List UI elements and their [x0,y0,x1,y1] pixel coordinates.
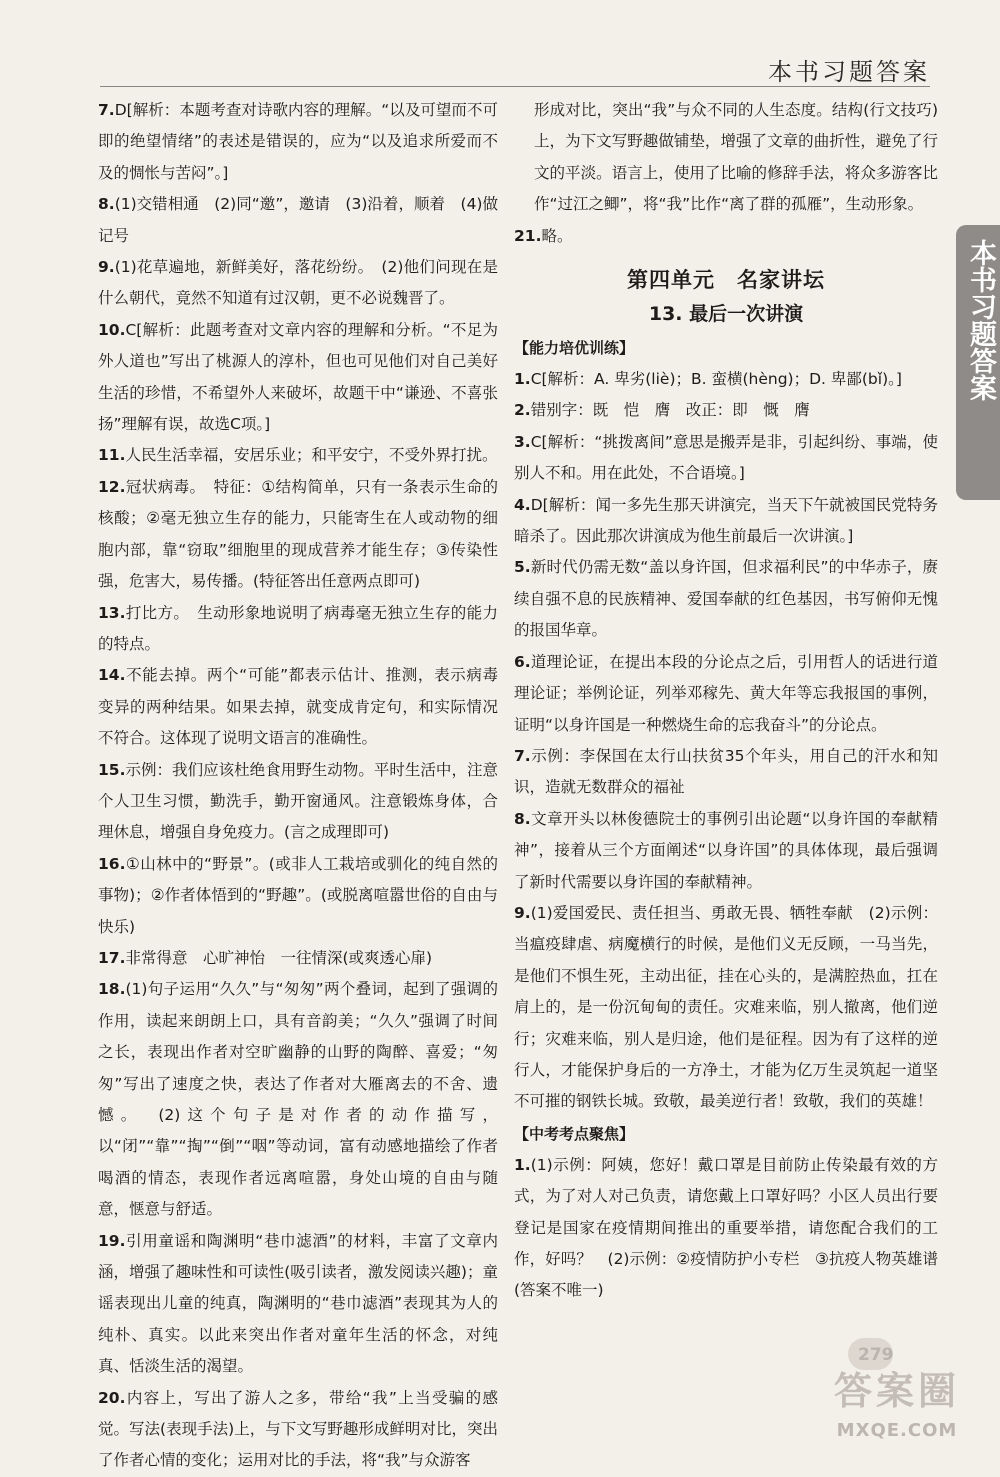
answer-number: 15. [98,760,126,779]
answer-text: D[解析：本题考查对诗歌内容的理解。“以及可望而不可即的绝望情绪”的表述是错误的，应为“以及追求所爱而不及的惆怅与苦闷”。] [98,101,498,182]
page-header-title: 本书习题答案 [768,58,930,86]
watermark-url: MXQE.COM [836,1420,958,1441]
side-tab-label: 本书习题答案 [965,239,996,401]
answer-item [98,660,498,754]
answer-number: 16. [98,854,126,873]
answer-text: (1)句子运用“久久”与“匆匆”两个叠词，起到了强调的作用，读起来朗朗上口，具有音韵美；“久久”强调了时间之长，表现出作者对空旷幽静的山野的陶醉、喜爱；“匆匆”写出了速度之快，表达了作者对大雁离去的不舍、遗憾。 (2)这个句子是对作者的动作描写，以“闭”“靠”“掏”“倒”“咽”等动词，富有动感地描绘了作者喝酒的情态，表现作者远离喧嚣，身处山境的自由与随意，惬意与舒适。 [98,980,498,1219]
answer-text: 道理论证，在提出本段的分论点之后，引用哲人的话进行道理论证；举例论证，列举邓稼先、黄大年等忘我报国的事例，证明“以身许国是一种燃烧生命的忘我奋斗”的分论点。 [514,652,938,734]
answer-item [514,804,938,898]
answer-item [98,755,498,849]
continued-answer-20 [514,95,938,221]
answer-text: 引用童谣和陶渊明“巷巾滤酒”的材料，丰富了文章内涵，增强了趣味性和可读性(吸引读者，激发阅读兴趣)；童谣表现出儿童的纯真，陶渊明的“巷巾滤酒”表现其为人的纯朴、真实。以此来突出作者对童年生活的怀念，对纯真、恬淡生活的渴望。 [98,1231,498,1376]
answer-item [514,364,938,395]
answer-text: 内容上，写出了游人之多，带给“我”上当受骗的感觉。写法(表现手法)上，与下文写野趣形成鲜明对比，突出了作者心情的变化；运用对比的手法，将“我”与众游客 [98,1388,498,1470]
answer-number: 11. [98,446,126,465]
answer-number: 1. [514,1155,531,1174]
answer-text: 示例：我们应该杜绝食用野生动物。平时生活中，注意个人卫生习惯，勤洗手，勤开窗通风。注意锻炼身体，合理休息，增强自身免疫力。(言之成理即可) [98,760,498,842]
answer-number: 18. [98,980,126,999]
side-tab [956,225,1000,500]
answer-item [98,95,498,189]
unit-title: 第四单元 名家讲坛 [627,268,825,293]
answer-text: 人民生活幸福，安居乐业；和平安宁，不受外界打扰。 [125,446,498,465]
answer-item [514,741,938,804]
answer-item [514,647,938,741]
answer-item [98,943,498,974]
answer-number: 9. [98,258,115,277]
answer-text: C[解析：此题考查对文章内容的理解和分析。“不足为外人道也”写出了桃源人的淳朴，但也可见他们对自己美好生活的珍惜，不希望外人来破坏，故题干中“谦逊、不喜张扬”理解有误，故选C项。] [98,320,498,434]
answer-text: 略。 [541,226,573,245]
answer-text: ①山林中的“野景”。(或非人工栽培或驯化的纯自然的事物)；②作者体悟到的“野趣”。(或脱离喧嚣世俗的自由与快乐) [98,854,498,936]
answer-item [514,898,938,1118]
lesson-title: 13. 最后一次讲演 [648,303,804,326]
answer-item [98,472,498,598]
answer-text: 冠状病毒。 特征：①结构简单，只有一条表示生命的核酸；②毫无独立生存的能力，只能寄生在人或动物的细胞内部，靠“窃取”细胞里的现成营养才能生存；③传染性强，危害大，易传播。(特征答出任意两点即可) [98,477,498,591]
answer-item [98,1383,498,1477]
answer-number: 5. [514,558,531,577]
training-answers [514,364,938,1118]
answer-number: 12. [98,477,126,496]
answer-item [98,849,498,943]
answer-number: 17. [98,948,126,967]
answer-text: 不能去掉。两个“可能”都表示估计、推测，表示病毒变异的两种结果。如果去掉，就变成肯定句，和实际情况不符合。这体现了说明文语言的准确性。 [98,666,498,748]
answer-item [514,427,938,490]
answer-number: 3. [514,432,531,451]
section-heading-exam: 【中考考点聚焦】 [514,1124,635,1143]
exam-answers [514,1150,954,1307]
watermark-logo: 答案圈 [833,1369,960,1413]
answer-text: (1)示例：阿姨，您好！戴口罩是目前防止传染最有效的方式，为了对人对己负责，请您戴上口罩好吗？小区人员出行要登记是国家在疫情期间推出的重要举措，请您配合我们的工作，好吗？ (2)示例：②疫情防护小专栏 ③抗疫人物英雄谱 (答案不唯一) [514,1155,954,1300]
answer-item [514,490,938,553]
answer-number: 7. [98,101,115,119]
answer-number: 2. [514,401,531,420]
answer-text: 打比方。 生动形象地说明了病毒毫无独立生存的能力的特点。 [98,603,498,653]
answer-number: 19. [98,1231,126,1250]
answer-text: 错别字：既 恺 膺 改正：即 慨 膺 [530,401,810,420]
answer-text: 新时代仍需无数“盖以身许国，但求福利民”的中华赤子，赓续自强不息的民族精神、爱国奉献的红色基因，书写俯仰无愧的报国华章。 [514,558,938,640]
answer-item [98,598,498,661]
answer-text: 非常得意 心旷神怡 一往情深(或爽透心扉) [125,948,433,967]
answer-item [98,315,498,441]
answer-item [98,189,498,252]
page-number: 279 [858,1345,894,1365]
answer-number: 14. [98,666,126,685]
answer-item [98,1226,498,1383]
answer-number: 8. [514,809,531,828]
right-column [514,95,954,1307]
answer-text: (1)花草遍地，新鲜美好，落花纷纷。 (2)他们问现在是什么朝代，竟然不知道有过汉朝，更不必说魏晋了。 [98,258,498,308]
answer-number: 21. [514,226,542,245]
answer-number: 13. [98,603,126,622]
answer-text: (1)交错相通 (2)同“邀”，邀请 (3)沿着，顺着 (4)做记号 [98,195,498,245]
answer-text: (1)爱国爱民、责任担当、勇敢无畏、牺牲奉献 (2)示例：当瘟疫肆虐、病魔横行的时候，是他们义无反顾，一马当先，是他们不惧生死，主动出征，挂在心头的，是满腔热血，扛在肩上的，是一份沉甸甸的责任。灾难来临，别人撤离，他们逆行；灾难来临，别人是归途，他们是征程。因为有了这样的逆行人，才能保护身后的一方净土，才能为亿万生灵筑起一道坚不可摧的钢铁长城。致敬，最美逆行者！致敬，我们的英雄！ [514,903,938,1111]
answer-number: 20. [98,1388,126,1407]
answer-number: 9. [514,903,531,922]
left-column [98,95,498,1477]
answer-number: 6. [514,652,531,671]
answer-number: 10. [98,320,126,339]
answer-text: C[解析：A. 卑劣(liè)；B. 蛮横(hèng)；D. 卑鄙(bǐ)。] [530,370,902,389]
answer-number: 7. [514,746,531,765]
answer-text: C[解析：“挑拨离间”意思是搬弄是非，引起纠纷、事端，使别人不和。用在此处，不合语境。] [514,432,938,483]
answer-item [514,1150,954,1307]
answer-item [98,252,498,315]
answer-item [514,395,938,426]
answer-text: D[解析：闻一多先生那天讲演完，当天下午就被国民党特务暗杀了。因此那次讲演成为他生前最后一次讲演。] [514,495,938,546]
answer-number: 1. [514,370,531,389]
answer-item [98,974,498,1225]
answer-item [98,440,498,471]
answer-number: 4. [514,495,531,514]
section-heading-training: 【能力培优训练】 [514,339,635,358]
answer-item [514,221,938,252]
answer-text: 文章开头以林俊德院士的事例引出论题“以身许国的奉献精神”，接着从三个方面阐述“以身许国”的具体体现，最后强调了新时代需要以身许国的奉献精神。 [514,809,938,891]
header-divider [100,86,930,87]
answer-item [514,552,938,646]
continued-answer-text: 形成对比，突出“我”与众不同的人生态度。结构(行文技巧)上，为下文写野趣做铺垫，增强了文章的曲折性，避免了行文的平淡。语言上，使用了比喻的修辞手法，将众多游客比作“过江之鲫”，将“我”比作“离了群的孤雁”，生动形象。 [534,101,938,214]
answer-number: 8. [98,195,115,214]
answer-text: 示例：李保国在太行山扶贫35个年头，用自己的汗水和知识，造就无数群众的福祉 [514,746,938,797]
